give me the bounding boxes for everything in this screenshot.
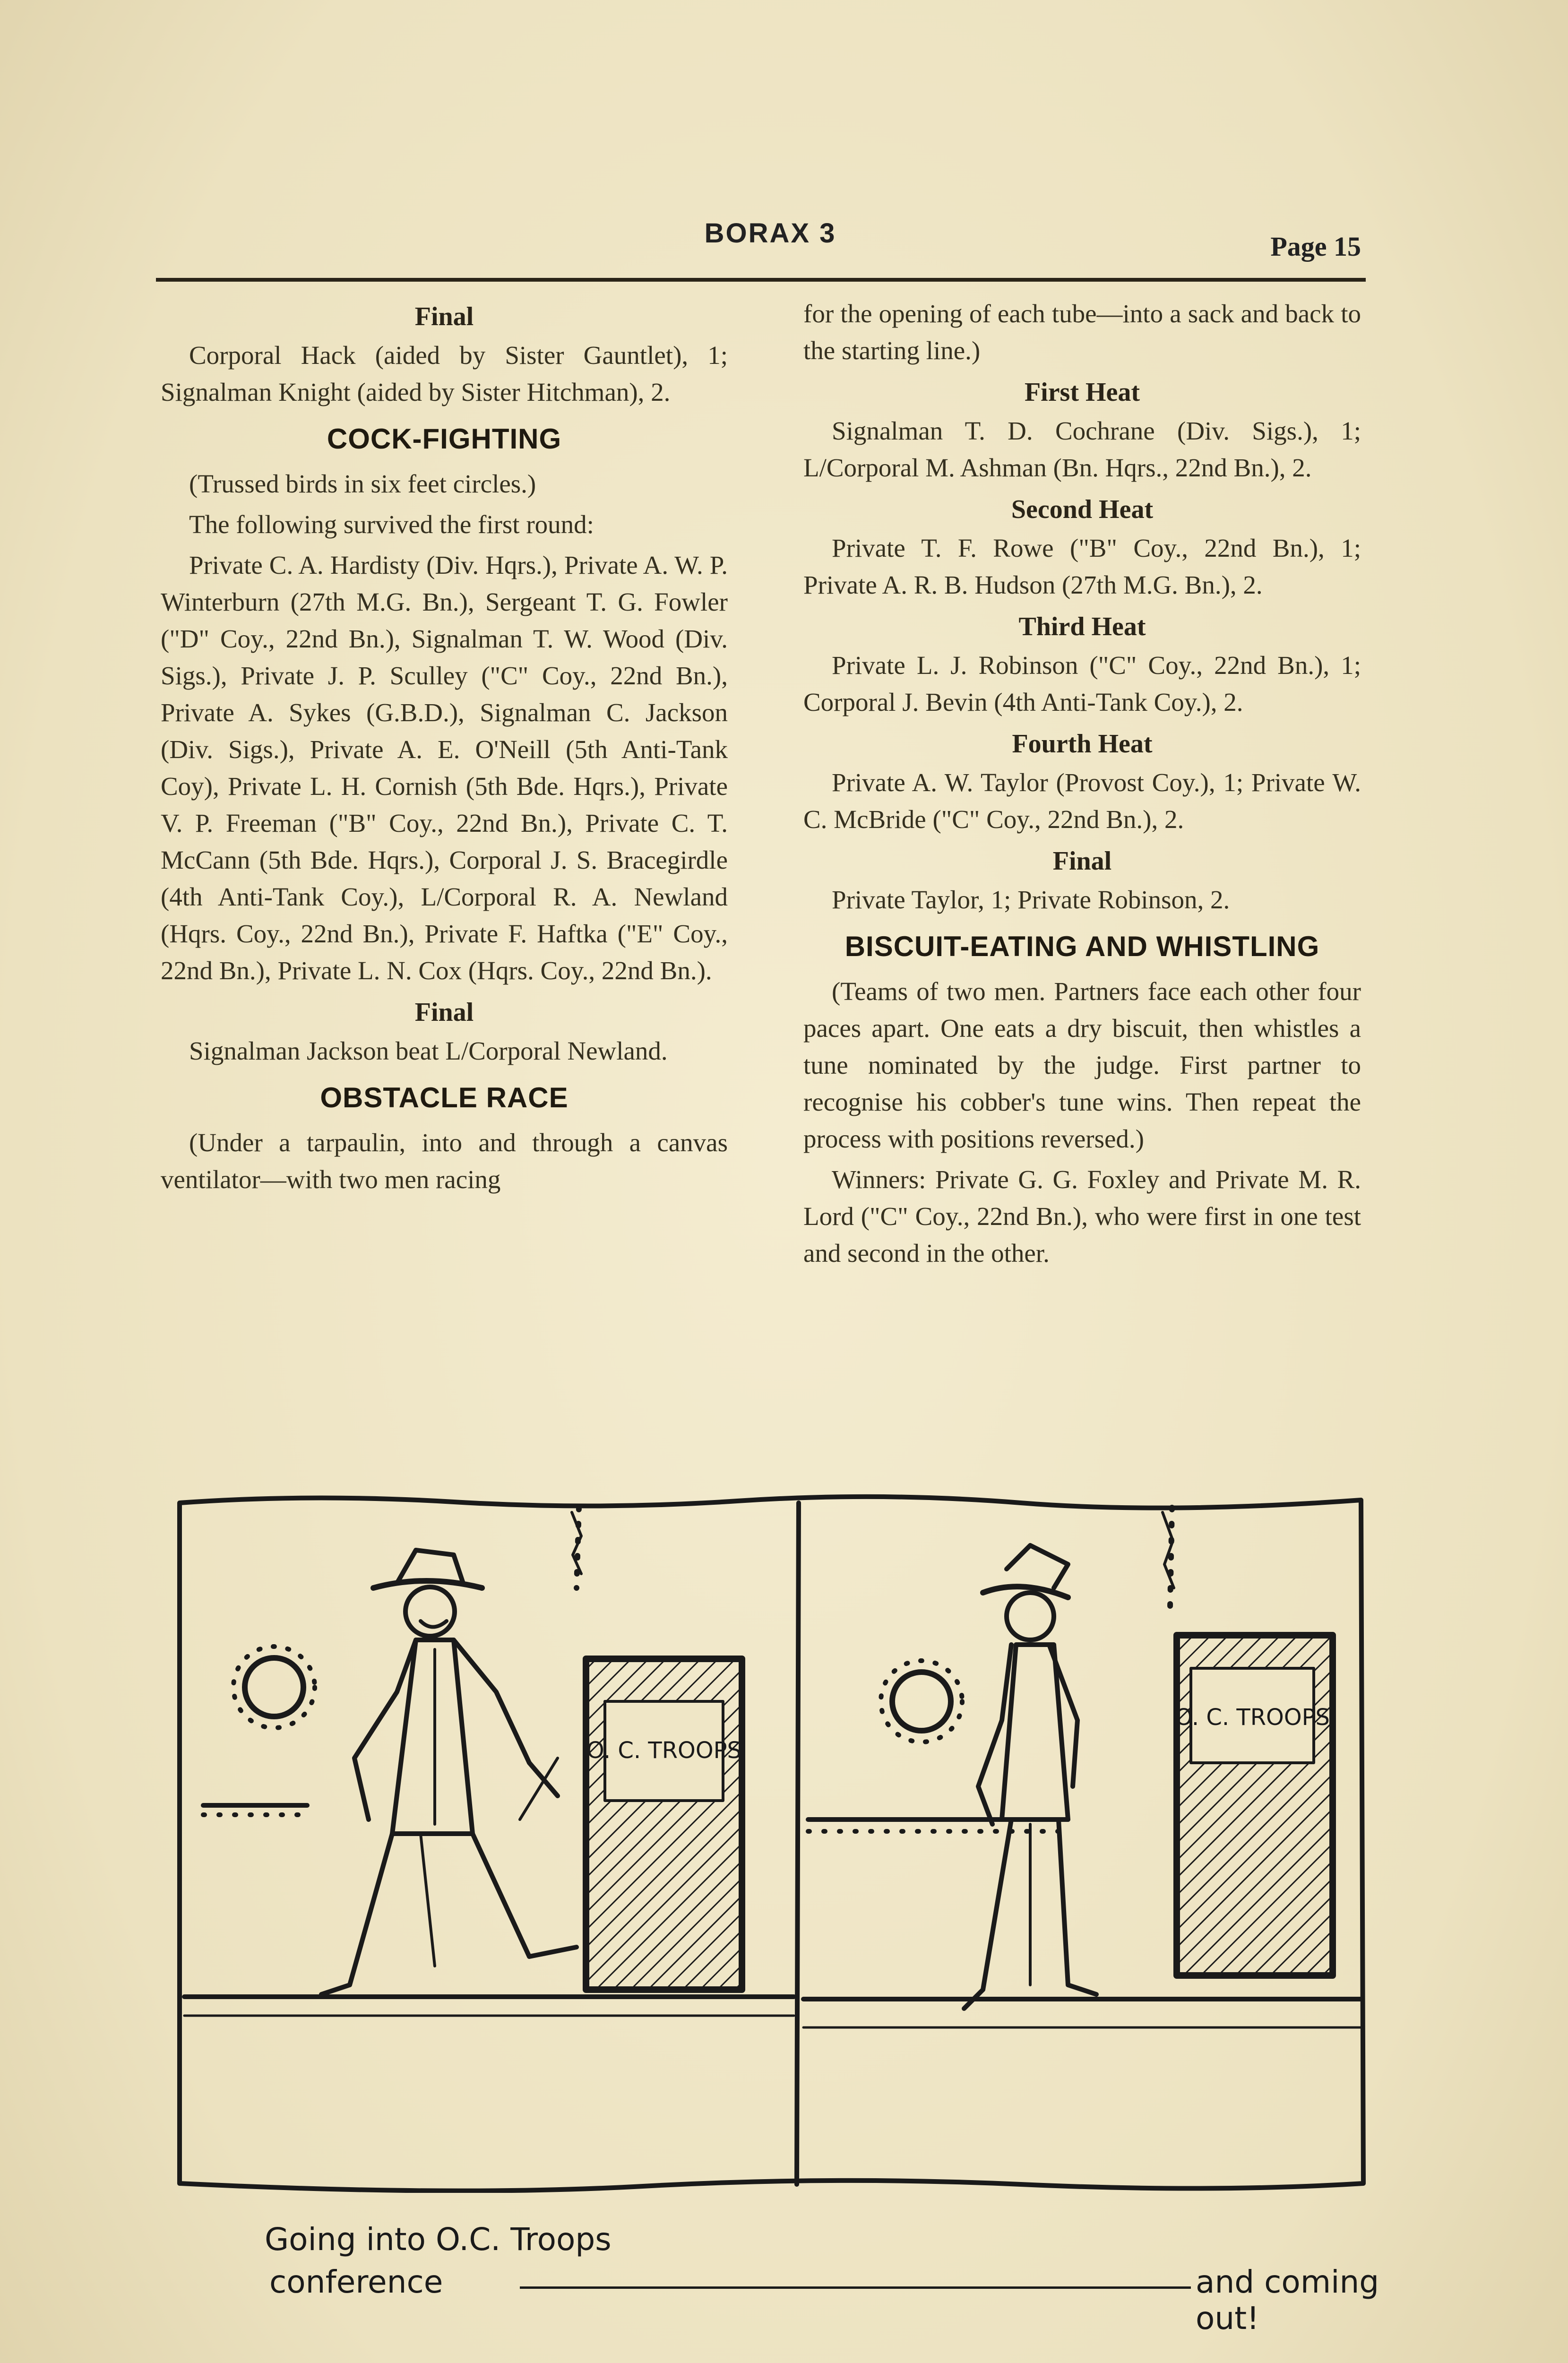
fourth-heat-result: Private A. W. Taylor (Provost Coy.), 1; Private W. C. McBride ("C" Coy., 22nd Bn.), 2.	[803, 768, 1361, 834]
cock-fighting-survivors: Private C. A. Hardisty (Div. Hqrs.), Private A. W. P. Winterburn (27th M.G. Bn.), Sergeant T. G. Fowler ("D" Coy., 22nd Bn.), Signalman T. W. Wood (Div. Sigs.), Private J. P. Sculley ("C" Coy., 22nd Bn.), Private A. Sykes (G.B.D.), Signalman C. Jackson (Div. Sigs.), Private A. E. O'Neill (5th Anti-Tank Coy), Private L. H. Cornish (5th Bde. Hqrs.), Private V. P. Freeman ("B" Coy., 22nd Bn.), Private C. T. McCann (5th Bde. Hqrs.), Corporal J. S. Bracegirdle (4th Anti-Tank Coy.), L/Corporal R. A. Newland (Hqrs. Coy., 22nd Bn.), Private F. Haftka ("E" Coy., 22nd Bn.), Private L. N. Cox (Hqrs. Coy., 22nd Bn.).	[161, 551, 728, 985]
cock-fighting-heading: COCK-FIGHTING	[327, 423, 562, 455]
right-panel	[803, 1508, 1361, 2027]
obstacle-race-heading: OBSTACLE RACE	[320, 1082, 569, 1113]
header-rule	[156, 278, 1366, 282]
biscuit-eating-winners: Winners: Private G. G. Foxley and Private M. R. Lord ("C" Coy., 22nd Bn.), who were first in one test and second in the other.	[803, 1165, 1361, 1268]
obstacle-race-description-cont: for the opening of each tube—into a sack and back to the starting line.)	[803, 299, 1361, 365]
door-sign-right: O. C. TROOPS	[1174, 1704, 1330, 1731]
caption-line-1: Going into O.C. Troops	[265, 2221, 612, 2258]
cock-fighting-intro: The following survived the first round:	[189, 510, 594, 539]
biscuit-eating-heading: BISCUIT-EATING AND WHISTLING	[844, 931, 1320, 962]
second-heat-heading: Second Heat	[1011, 495, 1154, 524]
second-heat-result: Private T. F. Rowe ("B" Coy., 22nd Bn.), 1; Private A. R. B. Hudson (27th M.G. Bn.), 2.	[803, 534, 1361, 599]
right-column	[803, 295, 1361, 1276]
final-heading: Final	[1052, 846, 1112, 876]
caption-line-2: conference	[269, 2264, 443, 2300]
cartoon-illustration	[170, 1493, 1370, 2193]
third-heat-result: Private L. J. Robinson ("C" Coy., 22nd Bn.), 1; Corporal J. Bevin (4th Anti-Tank Coy.), 2.	[803, 651, 1361, 716]
obstacle-final-result: Private Taylor, 1; Private Robinson, 2.	[832, 885, 1230, 914]
first-heat-heading: First Heat	[1024, 378, 1140, 407]
cock-fighting-description: (Trussed birds in six feet circles.)	[189, 469, 536, 498]
publication-title: BORAX 3	[704, 218, 836, 249]
final-heading: Final	[414, 998, 474, 1027]
door-sign-left: O. C. TROOPS	[586, 1737, 742, 1764]
third-heat-heading: Third Heat	[1018, 612, 1146, 641]
obstacle-race-description: (Under a tarpaulin, into and through a canvas ventilator—with two men racing	[161, 1128, 728, 1194]
first-heat-result: Signalman T. D. Cochrane (Div. Sigs.), 1; L/Corporal M. Ashman (Bn. Hqrs., 22nd Bn.), 2.	[803, 416, 1361, 482]
final-result: Corporal Hack (aided by Sister Gauntlet), 1; Signalman Knight (aided by Sister Hitchman), 2.	[161, 341, 728, 406]
caption-ending: and coming out!	[1196, 2264, 1379, 2337]
page-number: Page 15	[1270, 231, 1361, 262]
final-heading: Final	[414, 302, 474, 331]
biscuit-eating-description: (Teams of two men. Partners face each other four paces apart. One eats a dry biscuit, then whistles a tune nominated by the judge. First partner to recognise his cobber's tune wins. Then repeat the process with positions reversed.)	[803, 977, 1361, 1153]
caption-dash	[520, 2286, 1191, 2289]
cock-fighting-final-result: Signalman Jackson beat L/Corporal Newland.	[189, 1036, 668, 1065]
fourth-heat-heading: Fourth Heat	[1012, 729, 1153, 759]
left-column	[161, 295, 728, 1202]
